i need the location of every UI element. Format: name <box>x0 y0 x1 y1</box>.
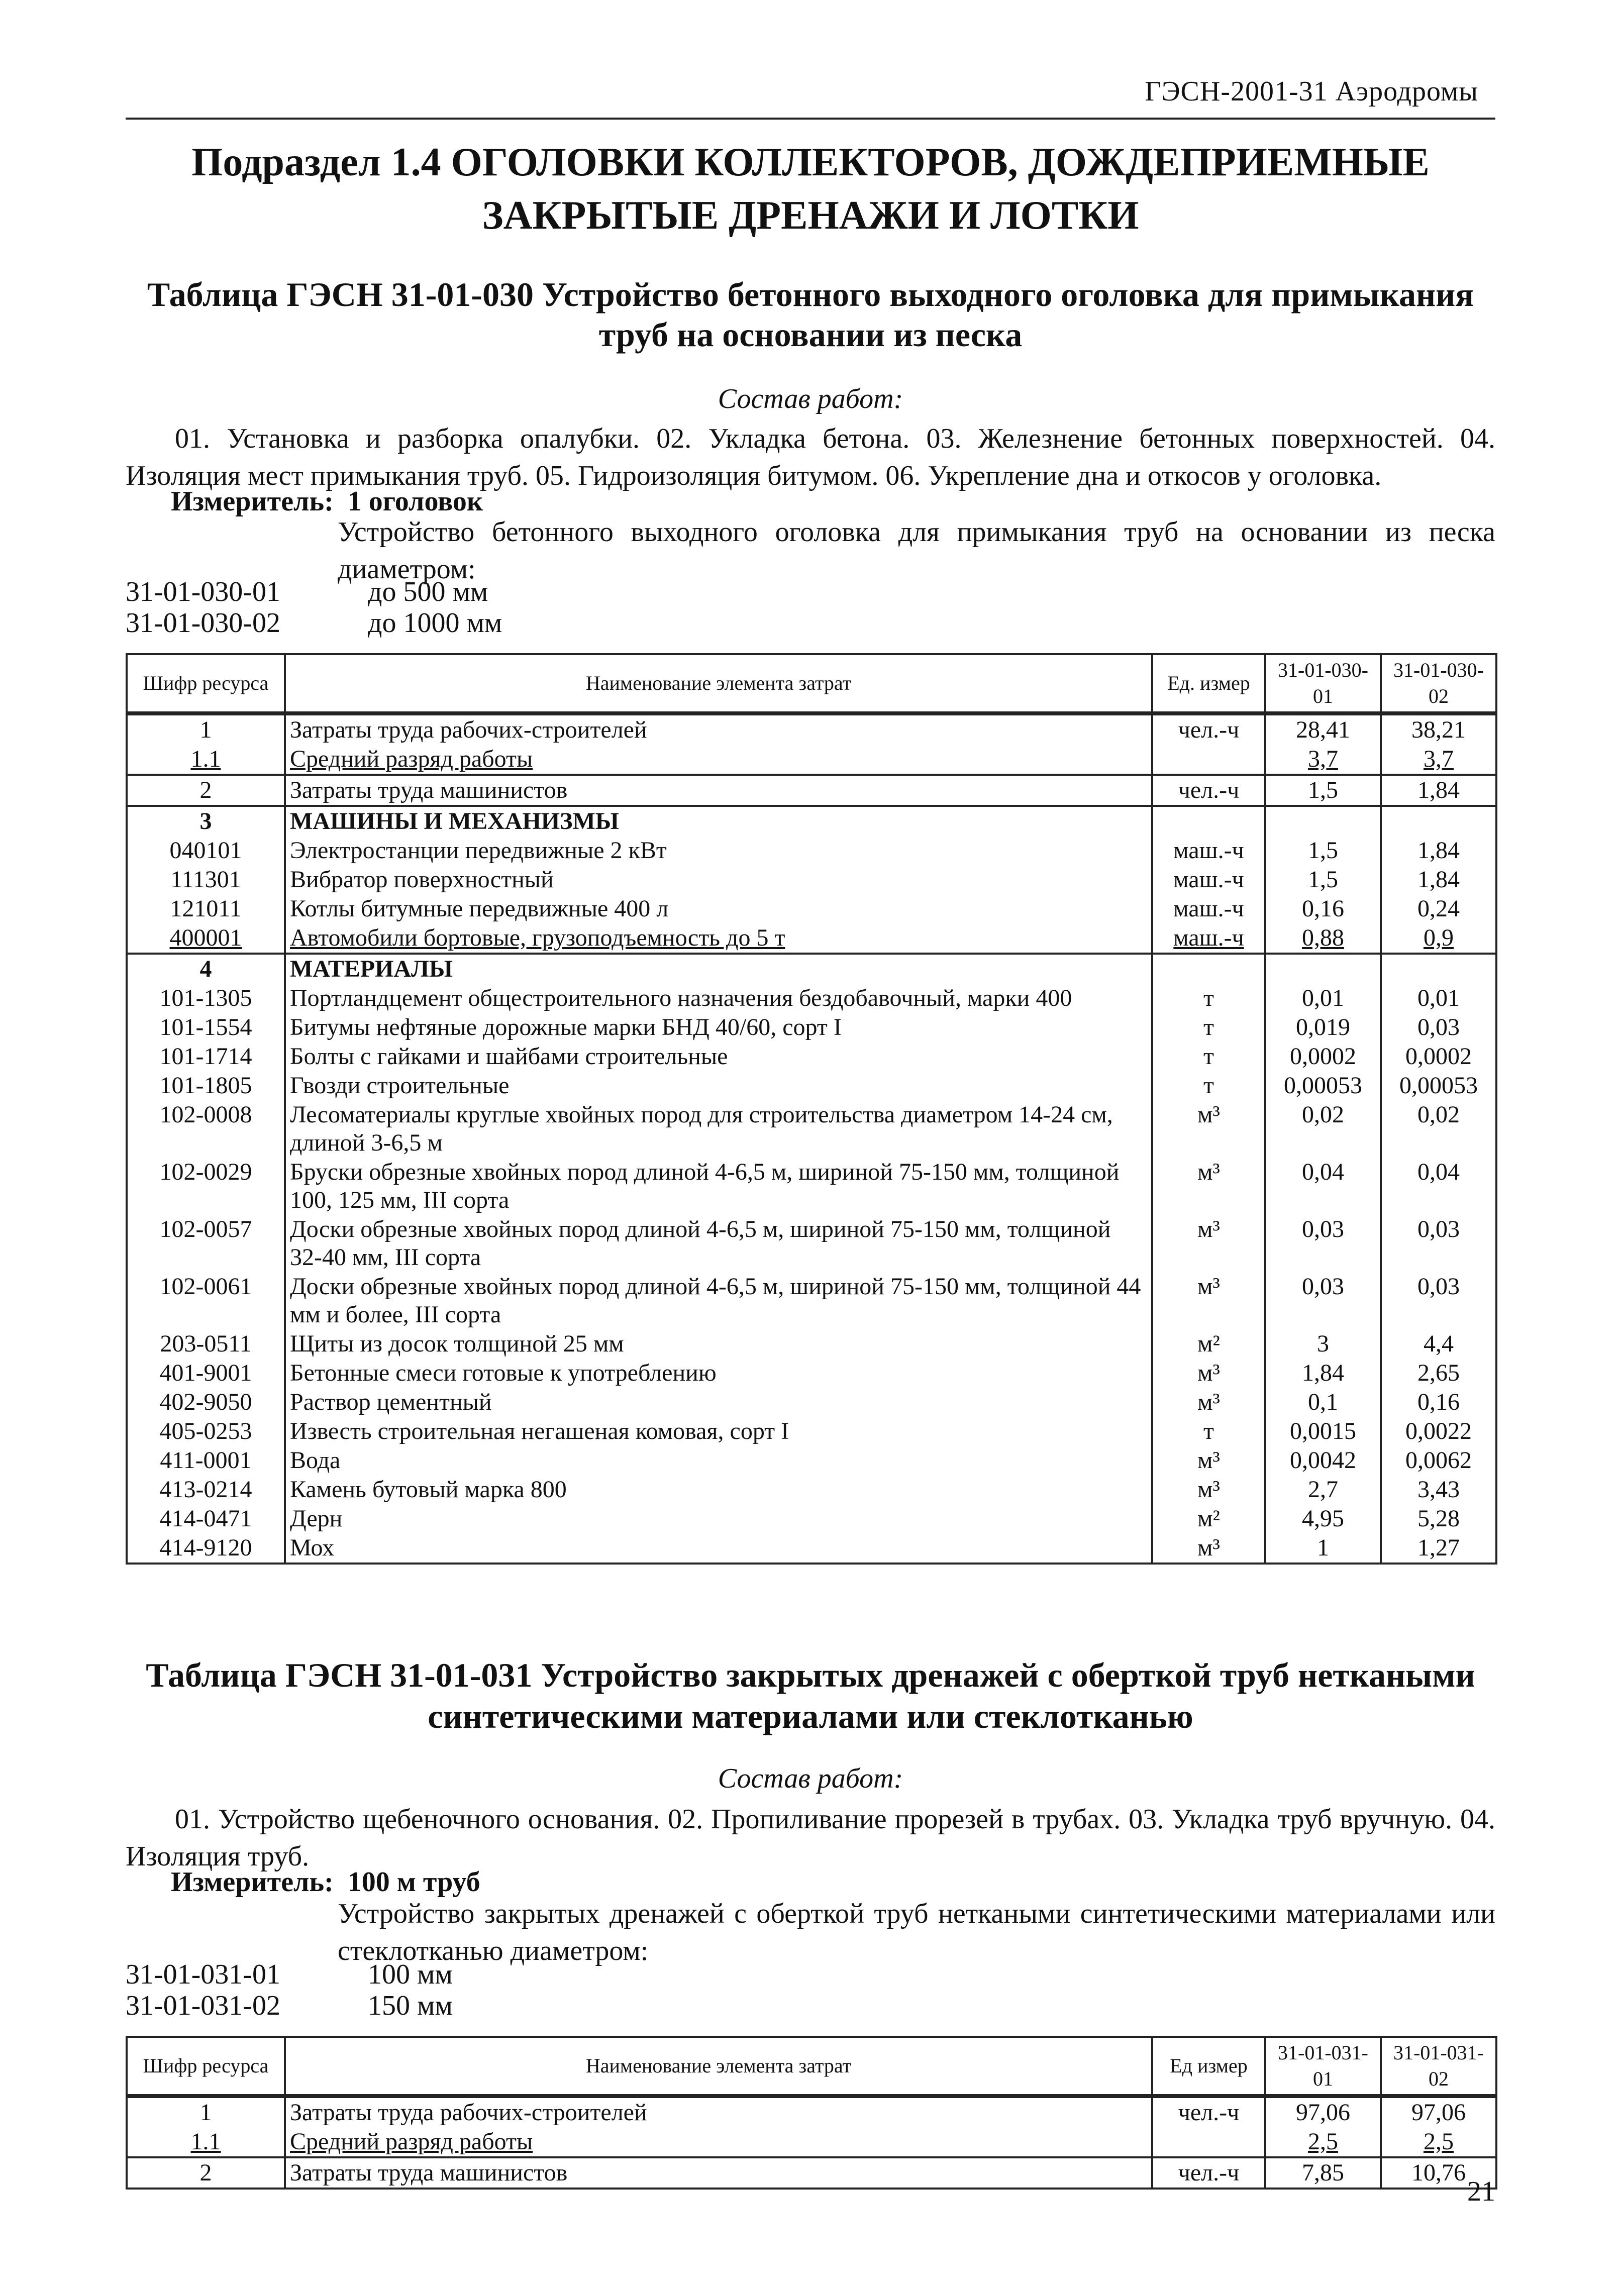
unit-cell: маш.-ч <box>1152 894 1265 923</box>
resource-code-cell: 400001 <box>127 923 285 954</box>
cost-element-name-cell: Затраты труда машинистов <box>285 2157 1152 2189</box>
unit-cell: м² <box>1152 1504 1265 1533</box>
norm-2-value-cell: 1,84 <box>1381 865 1496 894</box>
table1-title-line-2: труб на основании из песка <box>598 316 1023 354</box>
unit-cell: чел.-ч <box>1152 2096 1265 2127</box>
norm-1-value-cell: 0,04 <box>1265 1158 1381 1215</box>
resource-code-cell: 2 <box>127 2157 285 2189</box>
table2-description: Устройство закрытых дренажей с оберткой труб неткаными синтетическими материалами или стеклотканью диаметром: <box>338 1898 1495 1966</box>
cost-element-name-cell: Котлы битумные передвижные 400 л <box>285 894 1152 923</box>
norm-1-value-cell: 7,85 <box>1265 2157 1381 2189</box>
norm-1-value-cell: 0,00053 <box>1265 1071 1381 1100</box>
resource-code-cell: 102-0057 <box>127 1215 285 1272</box>
unit-cell: м³ <box>1152 1100 1265 1158</box>
table2-code-2-label: 150 мм <box>368 1990 453 2021</box>
cost-element-name-cell: Средний разряд работы <box>285 745 1152 775</box>
table-row <box>127 1042 1496 1071</box>
cost-element-name-cell: Автомобили бортовые, грузоподъемность до 5 т <box>285 923 1152 954</box>
resource-code-cell: 102-0061 <box>127 1272 285 1329</box>
norm-1-value-cell: 1,5 <box>1265 865 1381 894</box>
table2-title-line-1: Таблица ГЭСН 31-01-031 Устройство закрытых дренажей с оберткой труб неткаными <box>146 1656 1475 1694</box>
unit-cell: м² <box>1152 1329 1265 1359</box>
cost-element-name-cell: Мох <box>285 1533 1152 1564</box>
table2-code-1: 31-01-031-01 <box>126 1959 280 1990</box>
norm-1-value-cell: 0,0042 <box>1265 1446 1381 1475</box>
resource-code-cell: 121011 <box>127 894 285 923</box>
norm-2-value-cell: 97,06 <box>1381 2096 1496 2127</box>
cost-element-name-cell: Раствор цементный <box>285 1388 1152 1417</box>
norm-2-value-cell: 0,16 <box>1381 1388 1496 1417</box>
table2-code-2: 31-01-031-02 <box>126 1990 280 2021</box>
norm-1-value-cell: 2,5 <box>1265 2127 1381 2157</box>
table1-code-2-label: до 1000 мм <box>368 607 502 639</box>
norm-1-value-cell: 1,5 <box>1265 836 1381 865</box>
resource-code-cell: 101-1805 <box>127 1071 285 1100</box>
norm-2-value-cell: 0,0002 <box>1381 1042 1496 1071</box>
norm-2-value-cell: 10,76 <box>1381 2157 1496 2189</box>
cost-element-name-cell: Затраты труда рабочих-строителей <box>285 713 1152 745</box>
unit-cell <box>1152 806 1265 836</box>
cost-element-name-cell: Лесоматериалы круглые хвойных пород для строительства диаметром 14-24 см, длиной 3-6,5 м <box>285 1100 1152 1158</box>
table-row <box>127 1272 1496 1329</box>
col-header-name: Наименование элемента затрат <box>285 2037 1152 2096</box>
unit-cell: м³ <box>1152 1533 1265 1564</box>
norm-1-value-cell: 0,03 <box>1265 1215 1381 1272</box>
unit-cell: м³ <box>1152 1215 1265 1272</box>
table-row <box>127 1158 1496 1215</box>
col-header-norm-2: 31-01-030-02 <box>1381 654 1496 713</box>
norm-2-value-cell: 0,0022 <box>1381 1417 1496 1446</box>
norm-2-value-cell: 1,84 <box>1381 836 1496 865</box>
norm-1-value-cell: 0,02 <box>1265 1100 1381 1158</box>
resource-code-cell: 101-1714 <box>127 1042 285 1071</box>
norm-1-value-cell: 3 <box>1265 1329 1381 1359</box>
norm-2-value-cell: 38,21 <box>1381 713 1496 745</box>
table-row <box>127 2096 1496 2127</box>
cost-element-name-cell: Камень бутовый марка 800 <box>285 1475 1152 1504</box>
col-header-norm-1: 31-01-030-01 <box>1265 654 1381 713</box>
table-row <box>127 745 1496 775</box>
table2-meter: Измеритель: 100 м труб <box>171 1866 480 1898</box>
table2-title-line-2: синтетическими материалами или стеклотканью <box>428 1697 1193 1735</box>
norm-2-value-cell: 1,27 <box>1381 1533 1496 1564</box>
cost-element-name-cell: Электростанции передвижные 2 кВт <box>285 836 1152 865</box>
header-rule <box>126 118 1495 120</box>
norm-1-value-cell: 1 <box>1265 1533 1381 1564</box>
table-row <box>127 865 1496 894</box>
resource-code-cell: 1 <box>127 2096 285 2127</box>
running-header: ГЭСН-2001-31 Аэродромы <box>1145 76 1478 107</box>
norm-2-value-cell: 3,43 <box>1381 1475 1496 1504</box>
table-row <box>127 954 1496 984</box>
norm-1-value-cell: 0,88 <box>1265 923 1381 954</box>
norm-1-value-cell <box>1265 806 1381 836</box>
norm-1-value-cell: 0,01 <box>1265 984 1381 1013</box>
norm-2-value-cell: 0,02 <box>1381 1100 1496 1158</box>
cost-element-name-cell: Доски обрезные хвойных пород длиной 4-6,5 м, шириной 75-150 мм, толщиной 32-40 мм, III сорта <box>285 1215 1152 1272</box>
norm-2-value-cell: 0,24 <box>1381 894 1496 923</box>
table2-cost-table <box>126 2036 1497 2190</box>
cost-element-name-cell: Затраты труда машинистов <box>285 775 1152 806</box>
cost-element-name-cell: Затраты труда рабочих-строителей <box>285 2096 1152 2127</box>
table-row <box>127 1329 1496 1359</box>
table-row <box>127 1504 1496 1533</box>
table2-works-label: Состав работ: <box>718 1763 903 1794</box>
resource-code-cell: 203-0511 <box>127 1329 285 1359</box>
unit-cell: т <box>1152 984 1265 1013</box>
resource-code-cell: 040101 <box>127 836 285 865</box>
resource-code-cell: 411-0001 <box>127 1446 285 1475</box>
norm-1-value-cell: 28,41 <box>1265 713 1381 745</box>
resource-code-cell: 102-0008 <box>127 1100 285 1158</box>
norm-1-value-cell: 0,1 <box>1265 1388 1381 1417</box>
subdivision-title-line-1: Подраздел 1.4 ОГОЛОВКИ КОЛЛЕКТОРОВ, ДОЖДЕПРИЕМНЫЕ <box>191 140 1430 184</box>
table-row <box>127 894 1496 923</box>
norm-1-value-cell: 0,0015 <box>1265 1417 1381 1446</box>
cost-element-name-cell: Портландцемент общестроительного назначения бездобавочный, марки 400 <box>285 984 1152 1013</box>
resource-code-cell: 3 <box>127 806 285 836</box>
norm-2-value-cell: 0,0062 <box>1381 1446 1496 1475</box>
resource-code-cell: 1.1 <box>127 745 285 775</box>
resource-code-cell: 413-0214 <box>127 1475 285 1504</box>
table-row <box>127 923 1496 954</box>
norm-1-value-cell: 0,0002 <box>1265 1042 1381 1071</box>
col-header-norm-1: 31-01-031-01 <box>1265 2037 1381 2096</box>
unit-cell <box>1152 954 1265 984</box>
table1-code-1: 31-01-030-01 <box>126 576 280 607</box>
table2-works-text: 01. Устройство щебеночного основания. 02. Пропиливание прорезей в трубах. 03. Укладка труб вручную. 04. Изоляция труб. <box>126 1804 1495 1872</box>
unit-cell: м³ <box>1152 1359 1265 1388</box>
unit-cell: т <box>1152 1071 1265 1100</box>
resource-code-cell: 111301 <box>127 865 285 894</box>
unit-cell: м³ <box>1152 1446 1265 1475</box>
resource-code-cell: 4 <box>127 954 285 984</box>
table1-code-1-label: до 500 мм <box>368 576 488 607</box>
unit-cell: м³ <box>1152 1388 1265 1417</box>
table-row <box>127 1446 1496 1475</box>
resource-code-cell: 1 <box>127 713 285 745</box>
cost-element-name-cell: Болты с гайками и шайбами строительные <box>285 1042 1152 1071</box>
table-row <box>127 1215 1496 1272</box>
table-row <box>127 984 1496 1013</box>
norm-2-value-cell: 0,03 <box>1381 1215 1496 1272</box>
resource-code-cell: 1.1 <box>127 2127 285 2157</box>
cost-element-name-cell: Бруски обрезные хвойных пород длиной 4-6,5 м, шириной 75-150 мм, толщиной 100, 125 мм, III сорта <box>285 1158 1152 1215</box>
cost-element-name-cell: Доски обрезные хвойных пород длиной 4-6,5 м, шириной 75-150 мм, толщиной 44 мм и более, III сорта <box>285 1272 1152 1329</box>
subdivision-title-line-2: ЗАКРЫТЫЕ ДРЕНАЖИ И ЛОТКИ <box>482 193 1139 238</box>
table-row <box>127 2157 1496 2189</box>
col-header-code: Шифр ресурса <box>127 654 285 713</box>
col-header-code: Шифр ресурса <box>127 2037 285 2096</box>
unit-cell <box>1152 2127 1265 2157</box>
cost-element-name-cell: МАТЕРИАЛЫ <box>285 954 1152 984</box>
page-number: 21 <box>1467 2176 1495 2207</box>
norm-2-value-cell: 0,04 <box>1381 1158 1496 1215</box>
col-header-unit: Ед измер <box>1152 2037 1265 2096</box>
table1-cost-table <box>126 653 1497 1565</box>
resource-code-cell: 405-0253 <box>127 1417 285 1446</box>
norm-1-value-cell: 0,03 <box>1265 1272 1381 1329</box>
norm-1-value-cell: 2,7 <box>1265 1475 1381 1504</box>
resource-code-cell: 101-1554 <box>127 1013 285 1042</box>
table-row <box>127 1475 1496 1504</box>
table-row <box>127 2127 1496 2157</box>
norm-2-value-cell: 5,28 <box>1381 1504 1496 1533</box>
norm-2-value-cell: 0,9 <box>1381 923 1496 954</box>
cost-element-name-cell: Вибратор поверхностный <box>285 865 1152 894</box>
resource-code-cell: 414-0471 <box>127 1504 285 1533</box>
table-row <box>127 1100 1496 1158</box>
unit-cell: маш.-ч <box>1152 836 1265 865</box>
cost-element-name-cell: Средний разряд работы <box>285 2127 1152 2157</box>
cost-element-name-cell: Известь строительная негашеная комовая, сорт I <box>285 1417 1152 1446</box>
cost-element-name-cell: Бетонные смеси готовые к употреблению <box>285 1359 1152 1388</box>
resource-code-cell: 2 <box>127 775 285 806</box>
unit-cell: т <box>1152 1013 1265 1042</box>
table-row <box>127 806 1496 836</box>
norm-2-value-cell: 3,7 <box>1381 745 1496 775</box>
unit-cell: т <box>1152 1042 1265 1071</box>
unit-cell <box>1152 745 1265 775</box>
unit-cell: м³ <box>1152 1272 1265 1329</box>
resource-code-cell: 401-9001 <box>127 1359 285 1388</box>
table-row <box>127 775 1496 806</box>
resource-code-cell: 402-9050 <box>127 1388 285 1417</box>
table1-works-text: 01. Установка и разборка опалубки. 02. Укладка бетона. 03. Железнение бетонных поверхностей. 04. Изоляция мест примыкания труб. 05. Гидроизоляция битумом. 06. Укрепление дна и откосов у оголовка. <box>126 423 1495 491</box>
unit-cell: маш.-ч <box>1152 923 1265 954</box>
unit-cell: чел.-ч <box>1152 2157 1265 2189</box>
table-row <box>127 1071 1496 1100</box>
table-row <box>127 1388 1496 1417</box>
table-row <box>127 836 1496 865</box>
table1-description: Устройство бетонного выходного оголовка для примыкания труб на основании из песка диаметром: <box>338 516 1495 585</box>
norm-1-value-cell: 0,019 <box>1265 1013 1381 1042</box>
cost-element-name-cell: МАШИНЫ И МЕХАНИЗМЫ <box>285 806 1152 836</box>
table1-code-2: 31-01-030-02 <box>126 607 280 639</box>
unit-cell: маш.-ч <box>1152 865 1265 894</box>
norm-2-value-cell: 0,03 <box>1381 1272 1496 1329</box>
norm-1-value-cell: 4,95 <box>1265 1504 1381 1533</box>
norm-2-value-cell: 0,00053 <box>1381 1071 1496 1100</box>
norm-1-value-cell: 0,16 <box>1265 894 1381 923</box>
cost-element-name-cell: Гвозди строительные <box>285 1071 1152 1100</box>
table-row <box>127 1533 1496 1564</box>
table-row <box>127 713 1496 745</box>
resource-code-cell: 101-1305 <box>127 984 285 1013</box>
table1-works-label: Состав работ: <box>718 383 903 414</box>
table1-title-line-1: Таблица ГЭСН 31-01-030 Устройство бетонного выходного оголовка для примыкания <box>147 275 1474 314</box>
cost-element-name-cell: Битумы нефтяные дорожные марки БНД 40/60, сорт I <box>285 1013 1152 1042</box>
norm-1-value-cell: 3,7 <box>1265 745 1381 775</box>
cost-element-name-cell: Дерн <box>285 1504 1152 1533</box>
table-row <box>127 1417 1496 1446</box>
unit-cell: чел.-ч <box>1152 775 1265 806</box>
cost-element-name-cell: Вода <box>285 1446 1152 1475</box>
col-header-name: Наименование элемента затрат <box>285 654 1152 713</box>
norm-2-value-cell: 2,65 <box>1381 1359 1496 1388</box>
norm-1-value-cell: 97,06 <box>1265 2096 1381 2127</box>
unit-cell: т <box>1152 1417 1265 1446</box>
cost-element-name-cell: Щиты из досок толщиной 25 мм <box>285 1329 1152 1359</box>
norm-1-value-cell <box>1265 954 1381 984</box>
col-header-norm-2: 31-01-031-02 <box>1381 2037 1496 2096</box>
unit-cell: м³ <box>1152 1158 1265 1215</box>
norm-2-value-cell <box>1381 954 1496 984</box>
norm-2-value-cell: 2,5 <box>1381 2127 1496 2157</box>
resource-code-cell: 102-0029 <box>127 1158 285 1215</box>
table1-meter: Измеритель: 1 оголовок <box>171 486 483 517</box>
norm-2-value-cell: 1,84 <box>1381 775 1496 806</box>
resource-code-cell: 414-9120 <box>127 1533 285 1564</box>
norm-1-value-cell: 1,84 <box>1265 1359 1381 1388</box>
norm-2-value-cell <box>1381 806 1496 836</box>
table2-code-1-label: 100 мм <box>368 1959 453 1990</box>
norm-2-value-cell: 4,4 <box>1381 1329 1496 1359</box>
norm-2-value-cell: 0,03 <box>1381 1013 1496 1042</box>
table-row <box>127 1013 1496 1042</box>
norm-1-value-cell: 1,5 <box>1265 775 1381 806</box>
table-row <box>127 1359 1496 1388</box>
col-header-unit: Ед. измер <box>1152 654 1265 713</box>
norm-2-value-cell: 0,01 <box>1381 984 1496 1013</box>
unit-cell: чел.-ч <box>1152 713 1265 745</box>
unit-cell: м³ <box>1152 1475 1265 1504</box>
